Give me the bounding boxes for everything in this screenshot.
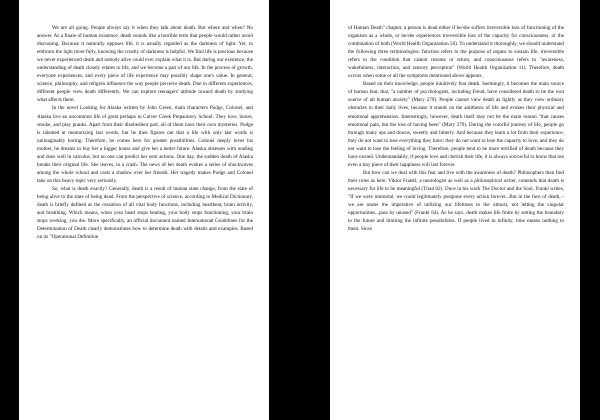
- paragraph: In the novel Looking for Alaska written by John Green, main characters Pudge, Colonel, and Alaska live an uncommon life of great perhaps in Culver Creek Preparatory School. They love, booze, smoke, and play pranks. Apart from their disobedient part, all of them have their own mysteries. Pudge is talented at memorizing last words, but he then figures out that a life with only last words is unimaginably boring. Therefore, he comes here for greater possibilities. Colonel deeply loves his mother, he dreams to buy her a bigger house and give her a better future. Alaska obsesses with reading and does well in calculus, but no one can predict her next actions. One day, the sudden death of Alaska breaks their original life. She leaves, in a crash. The news of her death evokes a series of shockwaves among the whole school and casts a shadow over her friends. Her tragedy makes Pudge and Colonel take on this heavy topic very seriously.: [37, 105, 253, 184]
- paragraph: We are all going. People always say it when they talk about death. But where and when? No answer. As a finale of human existence, death sounds like a horrible term that people would rather avoid discussing. Because it naturally opposes life, it is usually regarded as the darkness of light. Yet, to embrace the light more fully, knowing the cruelty of darkness is helpful. We find life is precious because we never experienced death and nobody alive could ever explain what it is. But during our existence, the understanding of death closely relates to life, and we become a part of our life. In the process of growth, everyone experiences, and every piece of life experience may possibly shape one's value. In general, science, philosophy, and religion influence the way people perceive death. Due to different experiences, different people view death differently. We can explore teenagers' attitude toward death by studying what affects them.: [37, 25, 253, 104]
- paragraph: Based on their knowledge, people intuitively fear death. Seemingly, it becomes the main source of human fear, that, "a number of psychologists, including Freud, have considered death to be the root source of all human anxiety" (Mary 279). People cannot view death as lightly as they view ordinary obstacles in their daily lives, because it stands on the antithesis of life and evokes their physical and emotional apprehension. Interestingly, however, death itself may not be the main reason "that causes emotional pain, but the loss of having been" (Mary 279). During the colorful journey of life, people go through many ups and downs, sweetly and bitterly. And because they learn a lot from their experience, they do not want to lose everything they have; they do not want to lose the capacity to love, and they do not want to lose the feeling of loving. Therefore, people tend to be more terrified of death because they have owned. Understandably, if people love and cherish their life, it is always sorrowful to know that not even a tiny piece of their happiness will last forever.: [348, 81, 564, 168]
- paragraph: But how can we deal with this fear and live with the awareness of death? Philosophers then find their roles as here. Viktor Frankl, a neurologist as well as a philosophical writer, contends that death is necessary for life to be meaningful (Triad 62). Once in his work The Doctor and the Soul, Frankl writes, "If we were immortal, we could legitimately postpone every action forever...But in the face of death, - we are under the imperative of utilizing our lifetimes to the utmost, not letting the singular opportunities...pass by unused" (Frankl 64). As he says, death makes life finite by setting the boundary to the future and limiting the infinite possibilities. If people lived in infinity, time means nothing to them. Since: [348, 169, 564, 233]
- paragraph: So, what is death exactly? Generally, death is a result of human state change, from the state of being alive to the state of being dead. From the perspective of science, according to Medical Dictionary, death is briefly defined as the cessation of all vital body functions, including heartbeat, brain activity, and breathing. Which means, when your heart stops beating, your body stops functioning, your brain stops working, you die. More specifically, an official document named International Guidelines for the Determination of Death clearly demonstrates how to determine death with details and examples. Based on its "Operational Definition: [37, 185, 253, 241]
- document-page-right: [330, 0, 580, 420]
- paragraph: of Human Death" chapter, a person is dead either if he/she suffers irreversible loss of functioning of the organism as a whole, or he/she experiences irreversible loss of the capacity for consciousness, or the combination of both (World Health Organization 50). To understand it thoroughly, we should understand the following three terminologies: function refers to the purpose of organs to sustain life, irreversible refers to the condition that cannot resume or return, and consciousness refers to "awareness, wakefulness, interaction, and sensory perception" (World Health Organization 11). Therefore, death occurs when some or all the symptoms mentioned above appears.: [348, 25, 564, 80]
- document-page-left: [19, 0, 269, 420]
